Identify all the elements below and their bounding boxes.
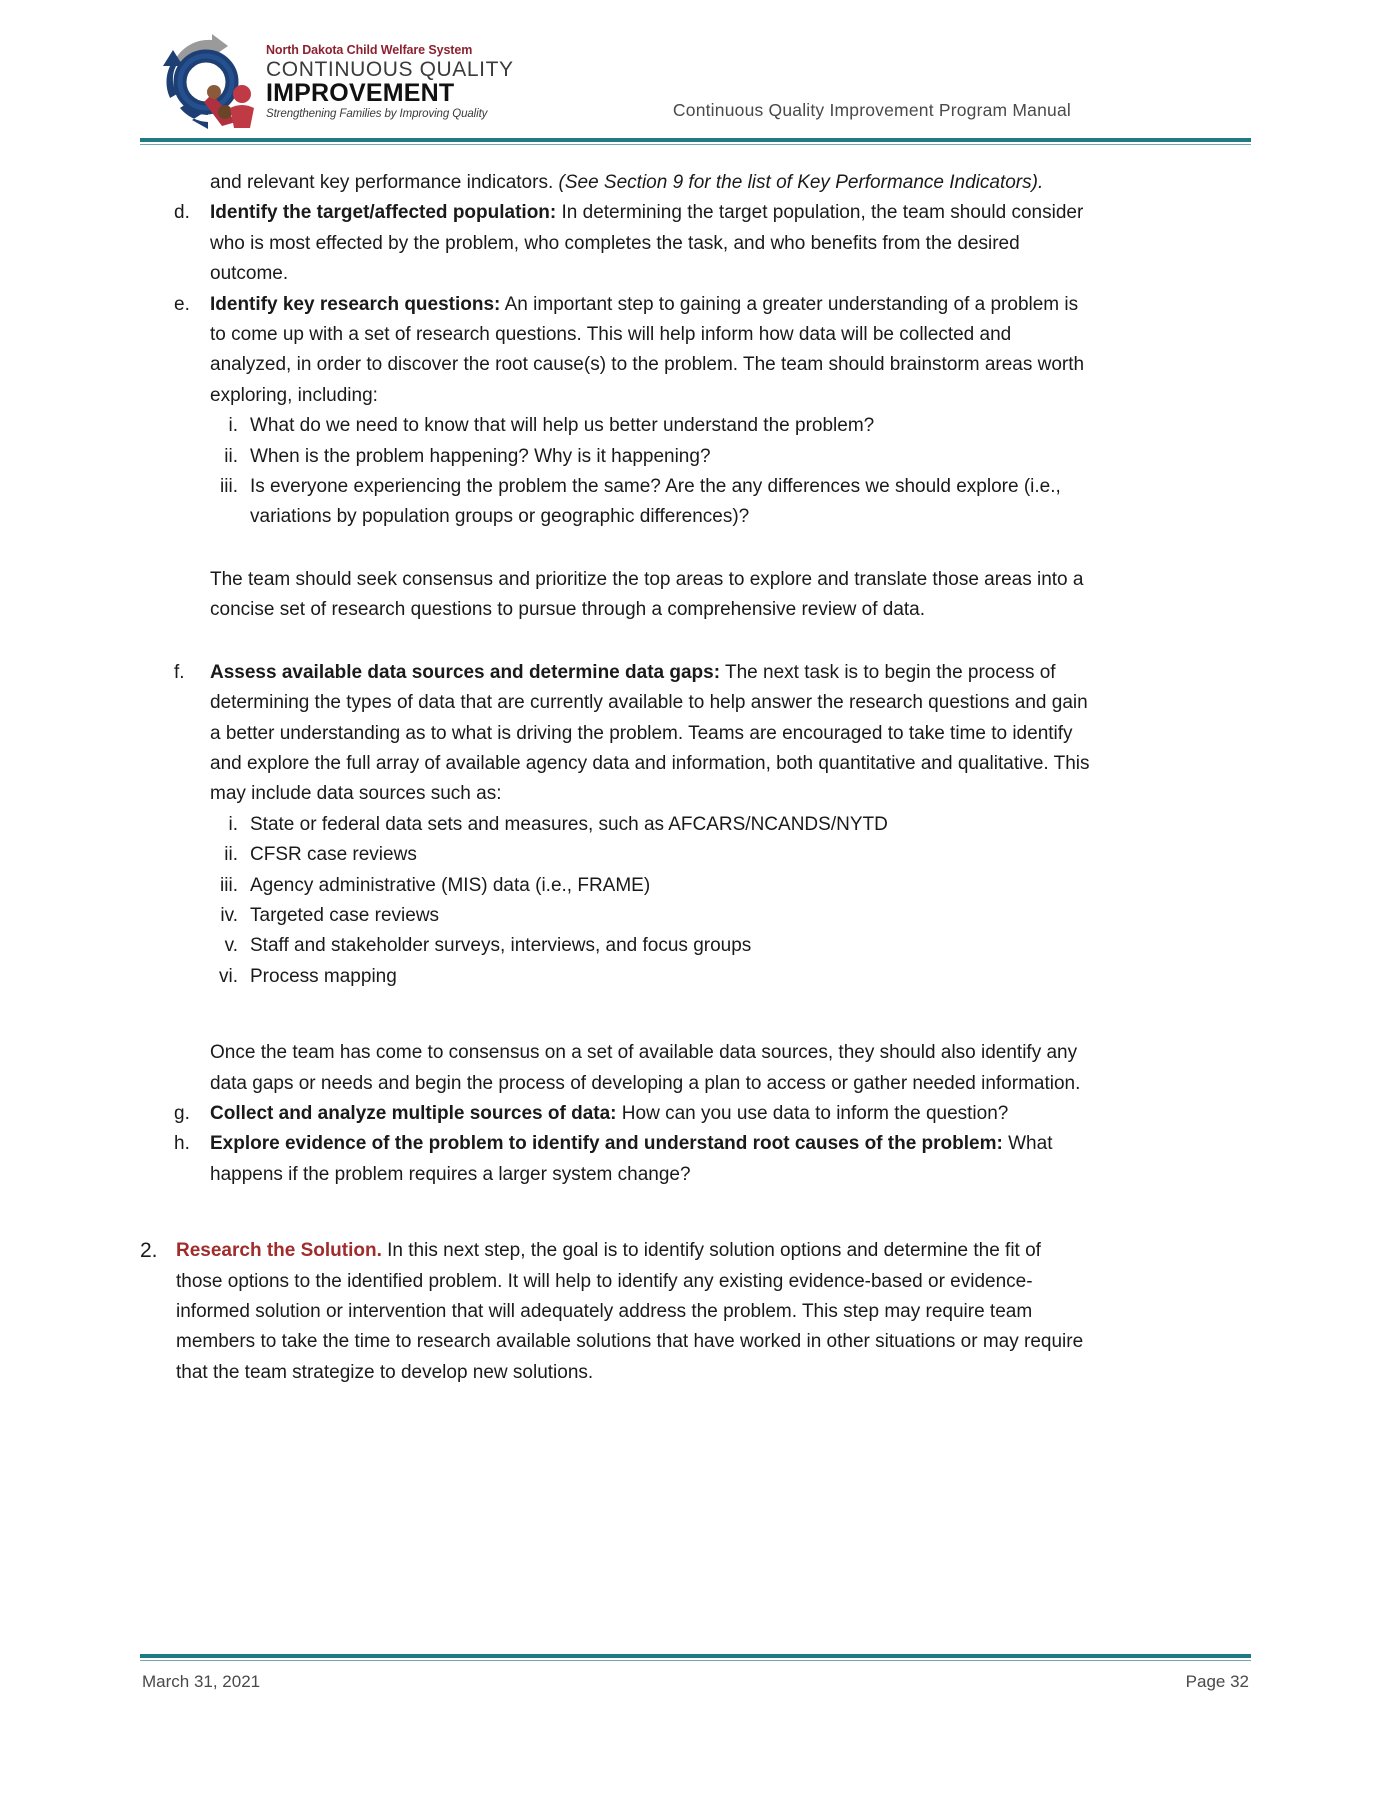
list-lead-d: Identify the target/affected population: — [210, 202, 557, 224]
roman-marker-iii: iii. — [220, 874, 238, 896]
spacer — [140, 1190, 1090, 1236]
header-divider-thin — [140, 144, 1251, 145]
list-marker-g: g. — [174, 1102, 190, 1124]
roman-text-i: State or federal data sets and measures, such as AFCARS/NCANDS/NYTD — [250, 813, 888, 835]
section-marker-2: 2. — [140, 1239, 158, 1263]
list-body-e — [210, 290, 1090, 412]
list-text-f: The next task is to begin the process of determining the types of data that are currently available to help answer the research questions and gain a better understanding as to what is driving the problem. Teams are encouraged to take time to identify and explore the full array of available agency data and information, both quantitative and qualitative. This may include data sources such as: — [210, 661, 1090, 805]
list-text-d: In determining the target population, the team should consider who is most effected by the problem, who completes the task, and who benefits from the desired outcome. — [210, 202, 1084, 285]
list-item — [210, 901, 1090, 931]
list-item — [174, 290, 1090, 412]
list-body-h — [210, 1129, 1090, 1190]
roman-marker-v: v. — [224, 935, 238, 957]
header-divider — [140, 138, 1251, 142]
list-item — [210, 871, 1090, 901]
list-item — [210, 442, 1090, 472]
section-text-2: In this next step, the goal is to identify solution options and determine the fit of those options to the identified problem. It will help to identify any existing evidence-based or evidence-informed solution or intervention that will adequately address the problem. This step may require team members to take the time to research available solutions that have worked in other situations or may require that the team strategize to develop new solutions. — [176, 1240, 1084, 1383]
list-marker-e: e. — [174, 293, 190, 315]
top-paragraph-italic: (See Section 9 for the list of Key Performance Indicators). — [558, 172, 1044, 193]
list-item — [174, 1099, 1090, 1129]
footer-divider-thin — [140, 1660, 1251, 1661]
cqi-logo — [150, 32, 514, 132]
footer-page-number: Page 32 — [1185, 1672, 1249, 1691]
roman-text-vi: Process mapping — [250, 965, 397, 987]
logo-line-1: North Dakota Child Welfare System — [266, 42, 473, 57]
roman-text-iii: Agency administrative (MIS) data (i.e., FRAME) — [250, 874, 651, 896]
list-body-g — [210, 1099, 1090, 1129]
spacer — [140, 992, 1090, 1038]
logo-line-4: Strengthening Families by Improving Quality — [266, 108, 488, 120]
list-text-e: An important step to gaining a greater understanding of a problem is to come up with a set of research questions. This will help inform how data will be collected and analyzed, in order to discover the root cause(s) to the problem. The team should brainstorm areas worth exploring, including: — [210, 293, 1085, 406]
logo-line-2: CONTINUOUS QUALITY — [266, 58, 514, 81]
list-marker-f: f. — [174, 661, 185, 683]
list-item — [174, 198, 1090, 289]
list-marker-d: d. — [174, 202, 190, 224]
list-item — [210, 411, 1090, 441]
list-item — [210, 931, 1090, 961]
roman-text-i: What do we need to know that will help us better understand the problem? — [250, 415, 875, 437]
spacer — [140, 626, 1090, 658]
data-sources-list — [210, 810, 1090, 992]
top-paragraph — [210, 168, 1090, 198]
header-manual-title: Continuous Quality Improvement Program Manual — [672, 100, 1071, 120]
section-heading-2: Research the Solution. — [176, 1240, 382, 1262]
roman-text-ii: CFSR case reviews — [250, 844, 417, 866]
list-lead-e: Identify key research questions: — [210, 293, 501, 315]
list-text-h: What happens if the problem requires a larger system change? — [210, 1133, 1053, 1185]
roman-text-iv: Targeted case reviews — [250, 904, 440, 926]
list-lead-h: Explore evidence of the problem to identify and understand root causes of the problem: — [210, 1133, 1003, 1155]
roman-marker-ii: ii. — [224, 844, 238, 866]
footer-date: March 31, 2021 — [142, 1672, 261, 1691]
list-item — [210, 840, 1090, 870]
roman-marker-i: i. — [228, 813, 238, 835]
list-marker-h: h. — [174, 1133, 190, 1155]
roman-text-v: Staff and stakeholder surveys, interviews, and focus groups — [250, 935, 752, 957]
list-body-f — [210, 658, 1090, 810]
list-lead-g: Collect and analyze multiple sources of data: — [210, 1102, 617, 1124]
logo-line-3: IMPROVEMENT — [266, 79, 455, 107]
list-item — [174, 658, 1090, 810]
research-questions-list — [210, 411, 1090, 533]
roman-marker-vi: vi. — [219, 965, 238, 987]
list-body-d — [210, 198, 1090, 289]
data-gaps-paragraph: Once the team has come to consensus on a set of available data sources, they should also identify any data gaps or needs and begin the process of developing a plan to access or gather needed information. — [210, 1042, 1081, 1094]
list-item — [174, 1129, 1090, 1190]
footer-divider — [140, 1654, 1251, 1658]
cqi-logo-wordmark — [266, 44, 514, 121]
cqi-logo-mark-icon — [150, 32, 258, 132]
roman-marker-i: i. — [228, 415, 238, 437]
roman-text-ii: When is the problem happening? Why is it happening? — [250, 445, 711, 467]
numbered-section-2 — [140, 1236, 1090, 1388]
page-header — [0, 0, 1391, 150]
list-lead-f: Assess available data sources and determine data gaps: — [210, 661, 721, 683]
list-item — [210, 962, 1090, 992]
list-item — [210, 810, 1090, 840]
roman-text-iii: Is everyone experiencing the problem the same? Are the any differences we should explore (i.e., variations by population groups or geographic differences)? — [250, 476, 1061, 528]
top-paragraph-plain: and relevant key performance indicators. — [210, 172, 559, 193]
spacer — [140, 533, 1090, 565]
consensus-paragraph: The team should seek consensus and prioritize the top areas to explore and translate those areas into a concise set of research questions to pursue through a comprehensive review of data. — [210, 568, 1084, 621]
roman-marker-ii: ii. — [224, 445, 238, 467]
roman-marker-iii: iii. — [220, 476, 238, 498]
section-body-2 — [176, 1236, 1090, 1388]
list-item — [210, 472, 1090, 533]
list-text-g: How can you use data to inform the question? — [616, 1102, 1009, 1124]
roman-marker-iv: iv. — [220, 904, 238, 926]
page-content — [140, 168, 1090, 1388]
